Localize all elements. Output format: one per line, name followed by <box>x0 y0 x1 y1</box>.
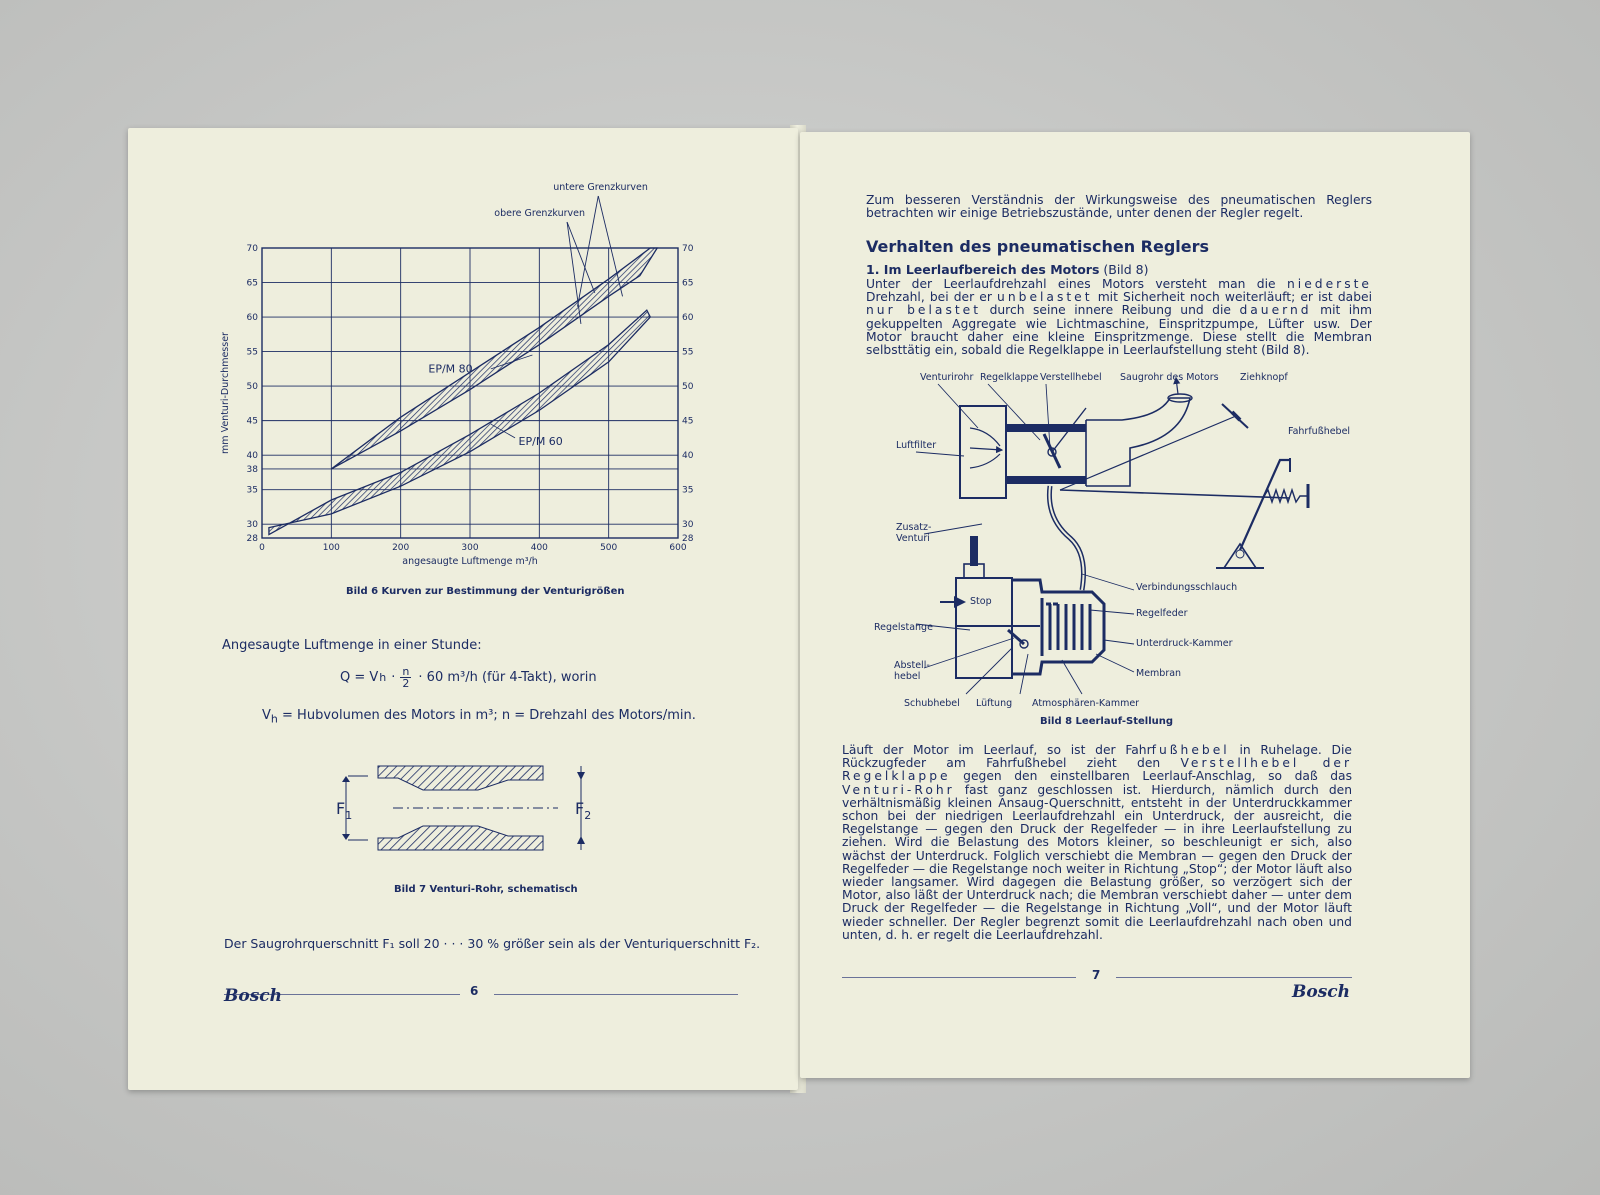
chart-y-tick-label-right: 65 <box>682 278 694 289</box>
subheading-ref: (Bild 8) <box>1099 262 1149 277</box>
chart-annotation-untere: untere Grenzkurven <box>553 182 648 193</box>
chart-caption: Bild 6 Kurven zur Bestimmung der Venturigrößen <box>346 586 625 597</box>
f2-label: $F_2$ <box>575 799 592 822</box>
chart-x-tick-label: 400 <box>530 543 548 553</box>
footer-rule-left <box>842 977 1076 978</box>
chart-y-axis-label: mm Venturi-Durchmesser <box>220 332 231 454</box>
formula-intro: Angesaugte Luftmenge in einer Stunde: <box>222 638 482 653</box>
label-atmosphaeren-kammer: Atmosphären-Kammer <box>1032 698 1140 709</box>
chart-y-tick-label-left: 50 <box>246 382 258 393</box>
label-fahrfusshebel: Fahrfußhebel <box>1288 426 1351 437</box>
chart-y-tick-label-left: 45 <box>246 416 258 427</box>
label-regelklappe: Regelklappe <box>980 372 1039 383</box>
label-unterdruck-kammer: Unterdruck-Kammer <box>1136 638 1233 649</box>
footer-rule-right <box>494 994 738 995</box>
page-number: 6 <box>470 984 479 998</box>
formula-legend <box>262 708 696 726</box>
bosch-logo: Bosch <box>224 986 282 1006</box>
venturi-caption: Bild 7 Venturi-Rohr, schematisch <box>394 884 578 895</box>
chart-x-axis-label: angesaugte Luftmenge m³/h <box>402 556 538 567</box>
label-lueftung: Lüftung <box>976 698 1013 709</box>
venturi-tube-diagram <box>328 758 618 868</box>
chart-y-tick-label-left: 70 <box>246 244 258 254</box>
left-page <box>128 128 798 1090</box>
label-luftfilter: Luftfilter <box>896 440 937 451</box>
chart-band-epm60 <box>269 310 650 534</box>
paragraph-2: Läuft der Motor im Leerlauf, so ist der Fahrfußhebel in Ruhelage. Die Rückzugfeder am Fahrfußhebel zieht den Verstellhebel der Regelklappe gegen den einstellbaren Leerlauf-Anschlag, so daß das Venturi-Rohr fast ganz geschlossen ist. Hierdurch, nämlich durch den verhältnismäßig kleinen Ansaug-Querschnitt, entsteht in der Unterdruckkammer schon bei der niedrigen Leerlaufdrehzahl ein Unterdruck, der ausreicht, die Regelstange — gegen den Druck der Regelfeder — in ihre Leerlaufstellung zu ziehen. Wird die Belastung des Motors kleiner, so beschleunigt er sich, also wächst der Unterdruck. Folglich verschiebt die Membran — gegen den Druck der Regelfeder — die Regelstange noch weiter in Richtung „Stop“; der Motor läuft also wieder langsamer. Wird dagegen die Belastung größer, so verzögert sich der Motor, also läßt der Unterdruck nach; die Membran verschiebt daher — unter dem Druck der Regelfeder — die Regelstange in Richtung „Voll“, und der Motor läuft wieder schneller. Der Regler begrenzt somit die Leerlaufdrehzahl nach oben und unten, d. h. er regelt die Leerlaufdrehzahl. <box>842 743 1352 942</box>
legend-v: V <box>262 708 271 723</box>
chart-y-tick-label-right: 70 <box>682 244 694 254</box>
section-heading: Verhalten des pneumatischen Reglers <box>866 237 1210 256</box>
chart-y-tick-label-right: 35 <box>682 485 694 496</box>
label-schubhebel: Schubhebel <box>904 698 960 709</box>
label-verbindungsschlauch: Verbindungsschlauch <box>1136 582 1238 593</box>
label-stop: Stop <box>970 596 992 607</box>
chart-y-tick-label-left: 28 <box>246 534 258 544</box>
label-membran: Membran <box>1136 668 1182 679</box>
chart-y-tick-label-right: 50 <box>682 382 694 393</box>
chart-x-tick-label: 200 <box>392 543 410 553</box>
subheading-bold: 1. Im Leerlaufbereich des Motors <box>866 262 1100 277</box>
venturi-size-chart <box>208 168 728 608</box>
chart-y-tick-label-left: 40 <box>246 451 258 462</box>
footer-sentence: Der Saugrohrquerschnitt F₁ soll 20 · · · 30 % größer sein als der Venturiquerschnitt F₂. <box>224 936 761 951</box>
chart-x-tick-label: 600 <box>669 543 687 553</box>
label-regelstange: Regelstange <box>874 622 933 633</box>
chart-x-tick-label: 0 <box>259 543 265 553</box>
chart-x-tick-label: 100 <box>322 543 340 553</box>
regulator-diagram <box>860 368 1370 718</box>
formula-rest: · 60 m³/h (für 4-Takt), worin <box>418 670 597 685</box>
bosch-logo: Bosch <box>1292 982 1350 1002</box>
chart-y-tick-label-left: 55 <box>246 347 258 358</box>
formula-line: Q = V h · $\frac{n}{2}$ · 60 m³/h (für 4-Takt), worin <box>340 665 597 690</box>
subsection-heading <box>866 262 1149 277</box>
formula-numerator: n <box>402 665 410 678</box>
chart-y-tick-label-left: 65 <box>246 278 258 289</box>
paragraph-1: Unter der Leerlaufdrehzahl eines Motors versteht man die niederste Drehzahl, bei der er unbelastet mit Sicherheit noch weiterläuft; er ist dabei nur belastet durch seine innere Reibung und die dauernd mit ihm gekuppelten Aggregate wie Lichtmaschine, Einspritzpumpe, Lüfter usw. Der Motor braucht daher eine kleine Einspritzmenge. Diese stellt die Membran selbsttätig ein, sobald die Regelklappe in Leerlaufstellung steht (Bild 8). <box>866 277 1372 358</box>
formula-denominator: 2 <box>402 677 410 690</box>
label-regelfeder: Regelfeder <box>1136 608 1188 619</box>
label-venturirohr: Venturirohr <box>920 372 974 383</box>
label-zusatz-venturi: Zusatz- Venturi <box>896 522 932 544</box>
chart-y-tick-label-right: 28 <box>682 534 694 544</box>
chart-y-tick-label-right: 55 <box>682 347 694 358</box>
footer-rule-right <box>1116 977 1352 978</box>
chart-y-tick-label-right: 30 <box>682 520 694 531</box>
chart-y-tick-label-left: 38 <box>246 464 258 475</box>
legend-rest: = Hubvolumen des Motors in m³; n = Drehzahl des Motors/min. <box>277 708 696 723</box>
chart-y-tick-label-left: 30 <box>246 520 258 531</box>
chart-y-tick-label-left: 35 <box>246 485 258 496</box>
chart-y-tick-label-left: 60 <box>246 313 258 324</box>
chart-y-tick-label-right: 40 <box>682 451 694 462</box>
label-ziehknopf: Ziehknopf <box>1240 372 1288 383</box>
chart-annotation-obere: obere Grenzkurven <box>494 208 586 219</box>
diagram-caption: Bild 8 Leerlauf-Stellung <box>1040 716 1174 727</box>
chart-series-label-epm60: EP/M 60 <box>518 434 563 448</box>
chart-x-tick-label: 500 <box>600 543 618 553</box>
intro-paragraph: Zum besseren Verständnis der Wirkungsweise des pneumatischen Reglers betrachten wir einige Betriebszustände, unter denen der Regler regelt. <box>866 193 1372 221</box>
chart-y-tick-label-right: 45 <box>682 416 694 427</box>
formula-lhs: Q = V <box>340 670 379 685</box>
formula-sub-h: h <box>379 671 387 684</box>
formula-fraction <box>400 666 411 689</box>
chart-y-tick-label-right: 60 <box>682 313 694 324</box>
f1-label: $F_1$ <box>336 799 353 822</box>
label-saugrohr: Saugrohr des Motors <box>1120 372 1219 383</box>
label-abstellhebel: Abstell- hebel <box>894 660 930 682</box>
legend-sub: h <box>270 712 278 726</box>
chart-x-tick-label: 300 <box>461 543 479 553</box>
label-verstellhebel: Verstellhebel <box>1040 372 1102 383</box>
chart-series-label-epm80: EP/M 80 <box>428 362 473 376</box>
page-number: 7 <box>1092 968 1101 982</box>
right-page <box>800 132 1470 1078</box>
